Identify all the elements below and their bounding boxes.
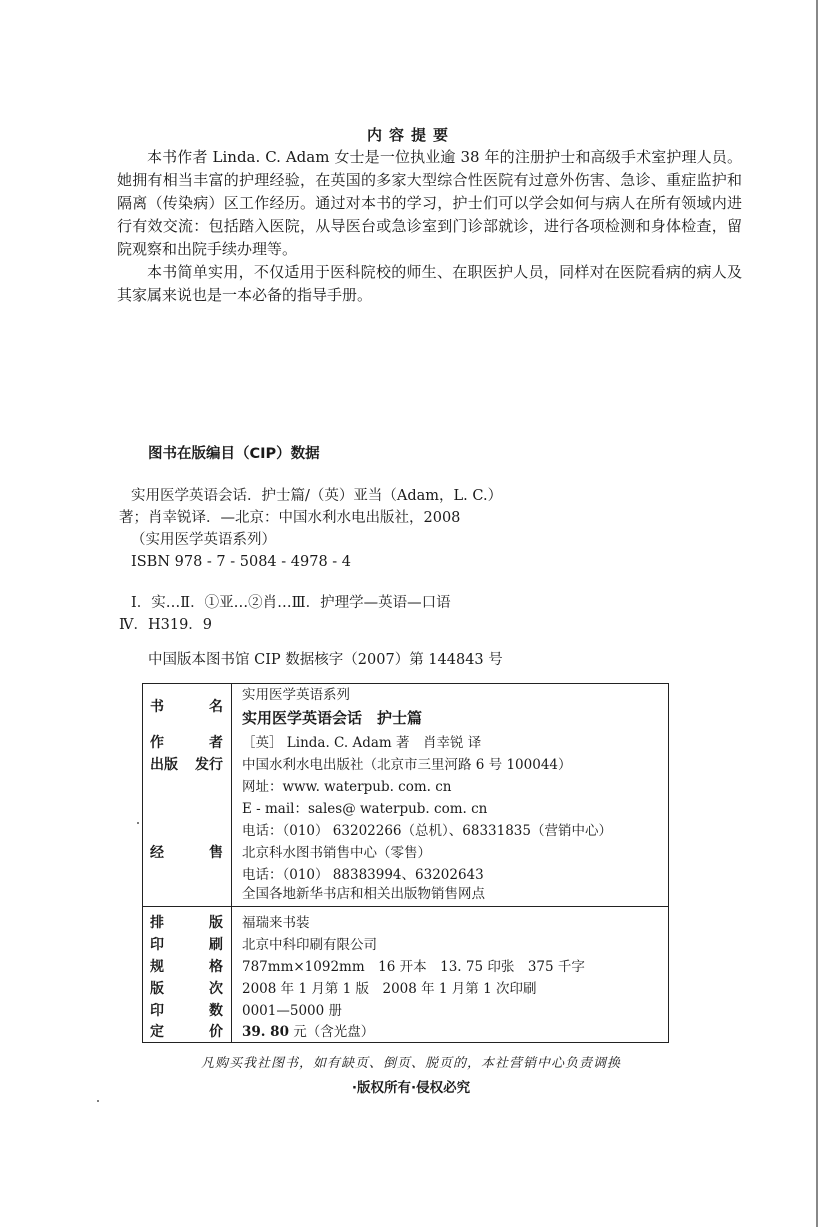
copyright-notice: ·版权所有·侵权必究 — [351, 1080, 471, 1096]
price-number: 39. 80 — [242, 1024, 289, 1040]
label-print-run: 印 数 — [150, 1003, 223, 1019]
book-title: 实用医学英语会话 护士篇 — [242, 709, 423, 727]
price-value — [242, 1022, 662, 1042]
replacement-notice: 凡购买我社图书，如有缺页、倒页、脱页的，本社营销中心负责调换 — [200, 1056, 621, 1071]
distributor-phone: 电话：（010） 88383994、63202643 — [242, 867, 484, 883]
label-typesetting: 排 版 — [150, 915, 223, 931]
publisher-website: 网址：www. waterpub. com. cn — [242, 779, 452, 795]
label-edition: 版 次 — [150, 981, 223, 997]
scan-edge-line — [816, 0, 818, 1227]
cip-record — [119, 485, 719, 573]
cip-heading: 图书在版编目（CIP）数据 — [148, 446, 320, 462]
print-run-value: 0001—5000 册 — [242, 1003, 343, 1019]
cip-class-line: Ⅰ．实…Ⅱ．①亚…②肖…Ⅲ．护理学—英语—口语 — [131, 595, 451, 611]
summary-text — [117, 146, 742, 307]
series-name: 实用医学英语系列 — [242, 687, 350, 703]
cip-class-number: Ⅳ．H319．9 — [119, 617, 213, 633]
section-divider — [143, 906, 668, 907]
cip-title-line: 实用医学英语会话．护士篇/（英）亚当（Adam，L. C.） — [131, 488, 503, 504]
label-publisher: 出版 发行 — [150, 757, 223, 773]
printer-value: 北京中科印刷有限公司 — [242, 937, 377, 953]
scan-speck — [97, 1100, 99, 1102]
typesetting-value: 福瑞来书装 — [242, 915, 310, 931]
summary-paragraph: 本书简单实用，不仅适用于医科院校的师生、在职医护人员，同样对在医院看病的病人及其家属来说也是一本必备的指导手册。 — [117, 263, 742, 304]
label-book-name: 书 名 — [150, 699, 223, 715]
specs-value: 787mm×1092mm 16 开本 13. 75 印张 375 千字 — [242, 959, 585, 975]
column-divider — [231, 684, 232, 1042]
cip-isbn-line: ISBN 978 - 7 - 5084 - 4978 - 4 — [131, 554, 352, 570]
cip-series-line: （实用医学英语系列） — [131, 532, 276, 548]
label-printing: 印 刷 — [150, 937, 223, 953]
distributor-network: 全国各地新华书店和相关出版物销售网点 — [242, 886, 485, 902]
summary-title: 内容提要 — [366, 126, 455, 144]
edition-value: 2008 年 1 月第 1 版 2008 年 1 月第 1 次印刷 — [242, 981, 537, 997]
publisher-email: E - mail：sales@ waterpub. com. cn — [242, 801, 488, 817]
publisher-value: 中国水利水电出版社（北京市三里河路 6 号 100044） — [242, 757, 572, 773]
publisher-phone: 电话：（010） 63202266（总机）、68331835（营销中心） — [242, 823, 612, 839]
summary-paragraph: 本书作者 Linda. C. Adam 女士是一位执业逾 38 年的注册护士和高级手术室护理人员。她拥有相当丰富的护理经验，在英国的多家大型综合性医院有过意外伤害、急诊、重症监护和隔离（传染病）区工作经历。通过对本书的学习，护士们可以学会如何与病人在所有领域内进行有效交流：包括踏入医院，从导医台或急诊室到门诊部就诊，进行各项检测和身体检查，留院观察和出院手续办理等。 — [117, 148, 742, 258]
cip-author-line: 著；肖幸锐译．—北京：中国水利水电出版社，2008 — [119, 510, 461, 526]
cip-check-number: 中国版本图书馆 CIP 数据核字（2007）第 144843 号 — [148, 652, 503, 668]
price-unit: 元（含光盘） — [288, 1024, 375, 1040]
label-specs: 规 格 — [150, 959, 223, 975]
author-value: ［英］ Linda. C. Adam 著 肖幸锐 译 — [242, 735, 482, 751]
distributor-value: 北京科水图书销售中心（零售） — [242, 845, 431, 861]
label-author: 作 者 — [150, 735, 223, 751]
cip-classification — [119, 592, 719, 636]
scan-speck — [137, 822, 139, 824]
colophon-table — [142, 683, 669, 1043]
label-price: 定 价 — [150, 1024, 223, 1040]
label-distribution: 经 售 — [150, 845, 223, 861]
